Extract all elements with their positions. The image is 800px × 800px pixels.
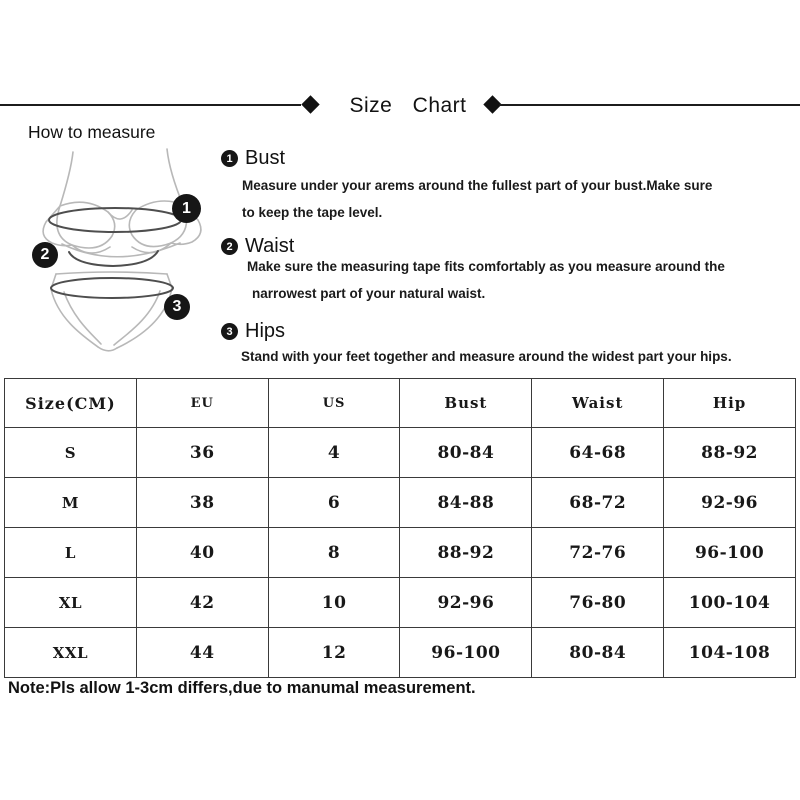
bust-cell: 92-96 [400, 578, 532, 628]
page-title: Size Chart [349, 94, 467, 117]
bust-cell: 84-88 [400, 478, 532, 528]
waist-cell: 68-72 [532, 478, 664, 528]
waist-cell: 64-68 [532, 428, 664, 478]
hip-cell: 92-96 [664, 478, 796, 528]
waist-section-label: Waist [245, 235, 295, 257]
bust-section-label: Bust [245, 147, 286, 169]
us-cell: 6 [268, 478, 400, 528]
hips-section-label: Hips [245, 320, 286, 342]
eu-cell: 36 [136, 428, 268, 478]
bust-instruction-line: Measure under your arems around the fullest part of your bust.Make sure [242, 178, 713, 193]
size-cell: M [5, 478, 137, 528]
size-cell: L [5, 528, 137, 578]
hips-instruction-line: Stand with your feet together and measure around the widest part your hips. [241, 349, 732, 364]
col-header-waist: Waist [532, 379, 664, 428]
waist-instruction-line: narrowest part of your natural waist. [252, 286, 486, 301]
us-cell: 10 [268, 578, 400, 628]
bust-cell: 88-92 [400, 528, 532, 578]
diamond-icon [301, 95, 319, 113]
us-cell: 4 [268, 428, 400, 478]
eu-cell: 44 [136, 628, 268, 678]
col-header-hip: Hip [664, 379, 796, 428]
table-row [5, 478, 796, 528]
hip-cell: 96-100 [664, 528, 796, 578]
bust-cell: 96-100 [400, 628, 532, 678]
header-rule-right [499, 104, 800, 106]
us-cell: 12 [268, 628, 400, 678]
hips-marker-badge: 3 [164, 294, 190, 320]
hips-number-icon: 3 [221, 323, 238, 340]
waist-cell: 72-76 [532, 528, 664, 578]
size-cell: S [5, 428, 137, 478]
waist-number-icon: 2 [221, 238, 238, 255]
hip-cell: 104-108 [664, 628, 796, 678]
hips-section-heading [221, 320, 285, 343]
eu-cell: 40 [136, 528, 268, 578]
measurement-note: Note:Pls allow 1-3cm differs,due to manumal measurement. [8, 679, 476, 697]
table-row [5, 428, 796, 478]
waist-marker-badge: 2 [32, 242, 58, 268]
hip-cell: 100-104 [664, 578, 796, 628]
col-header-eu: EU [136, 379, 268, 428]
bust-cell: 80-84 [400, 428, 532, 478]
size-cell: XXL [5, 628, 137, 678]
table-row [5, 528, 796, 578]
us-cell: 8 [268, 528, 400, 578]
waist-cell: 80-84 [532, 628, 664, 678]
waist-section-heading [221, 235, 294, 258]
waist-cell: 76-80 [532, 578, 664, 628]
waist-instruction-line: Make sure the measuring tape fits comfortably as you measure around the [247, 259, 725, 274]
eu-cell: 38 [136, 478, 268, 528]
bust-marker-badge: 1 [172, 194, 201, 223]
table-row [5, 628, 796, 678]
bust-instruction-line: to keep the tape level. [242, 205, 383, 220]
how-to-measure-title: How to measure [28, 122, 156, 142]
col-header-size: Size(CM) [5, 379, 137, 428]
bust-section-heading [221, 147, 285, 170]
bust-number-icon: 1 [221, 150, 238, 167]
table-header-row [5, 379, 796, 428]
size-chart-table [4, 378, 796, 678]
col-header-bust: Bust [400, 379, 532, 428]
eu-cell: 42 [136, 578, 268, 628]
header-rule-left [0, 104, 301, 106]
table-row [5, 578, 796, 628]
size-cell: XL [5, 578, 137, 628]
hip-cell: 88-92 [664, 428, 796, 478]
col-header-us: US [268, 379, 400, 428]
